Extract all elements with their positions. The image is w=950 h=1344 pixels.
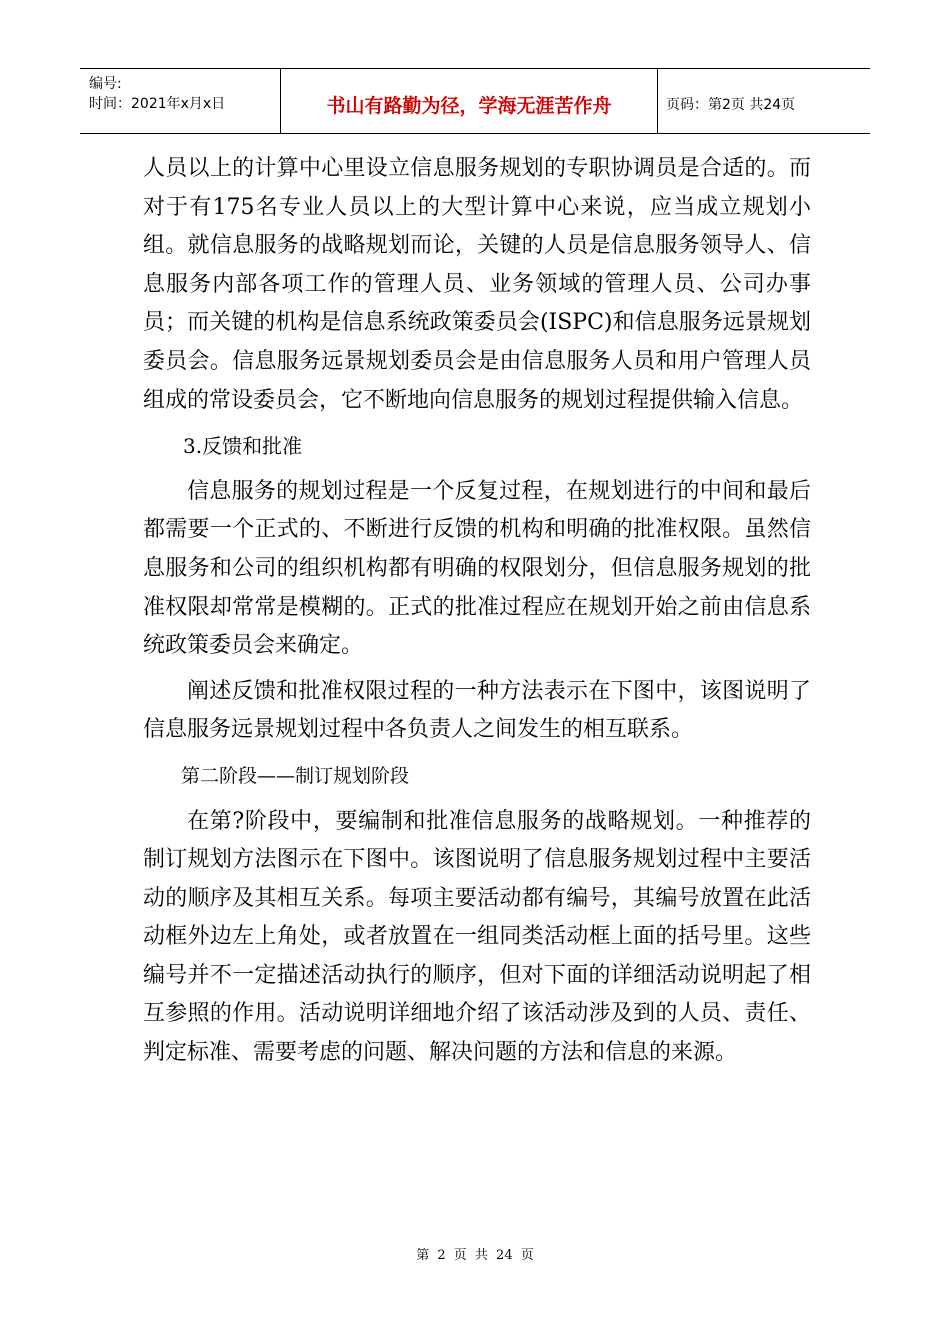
paragraph-1: 人员以上的计算中心里设立信息服务规划的专职协调员是合适的。而对于有175名专业人员以上的大型计算中心来说，应当成立规划小组。就信息服务的战略规划而论，关键的人员是信息服务领导人、信息服务内部各项工作的管理人员、业务领域的管理人员、公司办事员；而关键的机构是信息系统政策委员会(ISPC)和信息服务远景规划委员会。信息服务远景规划委员会是由信息服务人员和用户管理人员组成的常设委员会，它不断地向信息服务的规划过程提供输入信息。 <box>143 156 811 413</box>
page-footer: 第 2 页 共 24 页 <box>416 1248 534 1263</box>
page-header <box>80 68 870 134</box>
paragraph-2: 信息服务的规划过程是一个反复过程，在规划进行的中间和最后都需要一个正式的、不断进行反馈的机构和明确的批准权限。虽然信息服务和公司的组织机构都有明确的权限划分，但信息服务规划的批准权限却常常是模糊的。正式的批准过程应在规划开始之前由信息系统政策委员会来确定。 <box>143 478 811 659</box>
document-body <box>143 150 811 1073</box>
doc-time-label: 时间：2021年x月x日 <box>89 96 226 112</box>
header-motto: 书山有路勤为径，学海无涯苦作舟 <box>281 69 658 133</box>
paragraph-4: 在第?阶段中，要编制和批准信息服务的战略规划。一种推荐的制订规划方法图示在下图中。该图说明了信息服务规划过程中主要活动的顺序及其相互关系。每项主要活动都有编号，其编号放置在此活动框外边左上角处，或者放置在一组同类活动框上面的括号里。这些编号并不一定描述活动执行的顺序，但对下面的详细活动说明起了相互参照的作用。活动说明详细地介绍了该活动涉及到的人员、责任、判定标准、需要考虑的问题、解决问题的方法和信息的来源。 <box>143 808 811 1066</box>
doc-number-label: 编号: <box>89 76 122 92</box>
header-page-info: 页码：第2页 共24页 <box>666 97 796 113</box>
header-meta <box>80 69 281 133</box>
section-heading-feedback: 3.反馈和批准 <box>183 434 303 459</box>
paragraph-3: 阐述反馈和批准权限过程的一种方法表示在下图中，该图说明了信息服务远景规划过程中各负责人之间发生的相互联系。 <box>143 678 811 743</box>
section-heading-phase-two: 第二阶段——制订规划阶段 <box>181 764 410 787</box>
